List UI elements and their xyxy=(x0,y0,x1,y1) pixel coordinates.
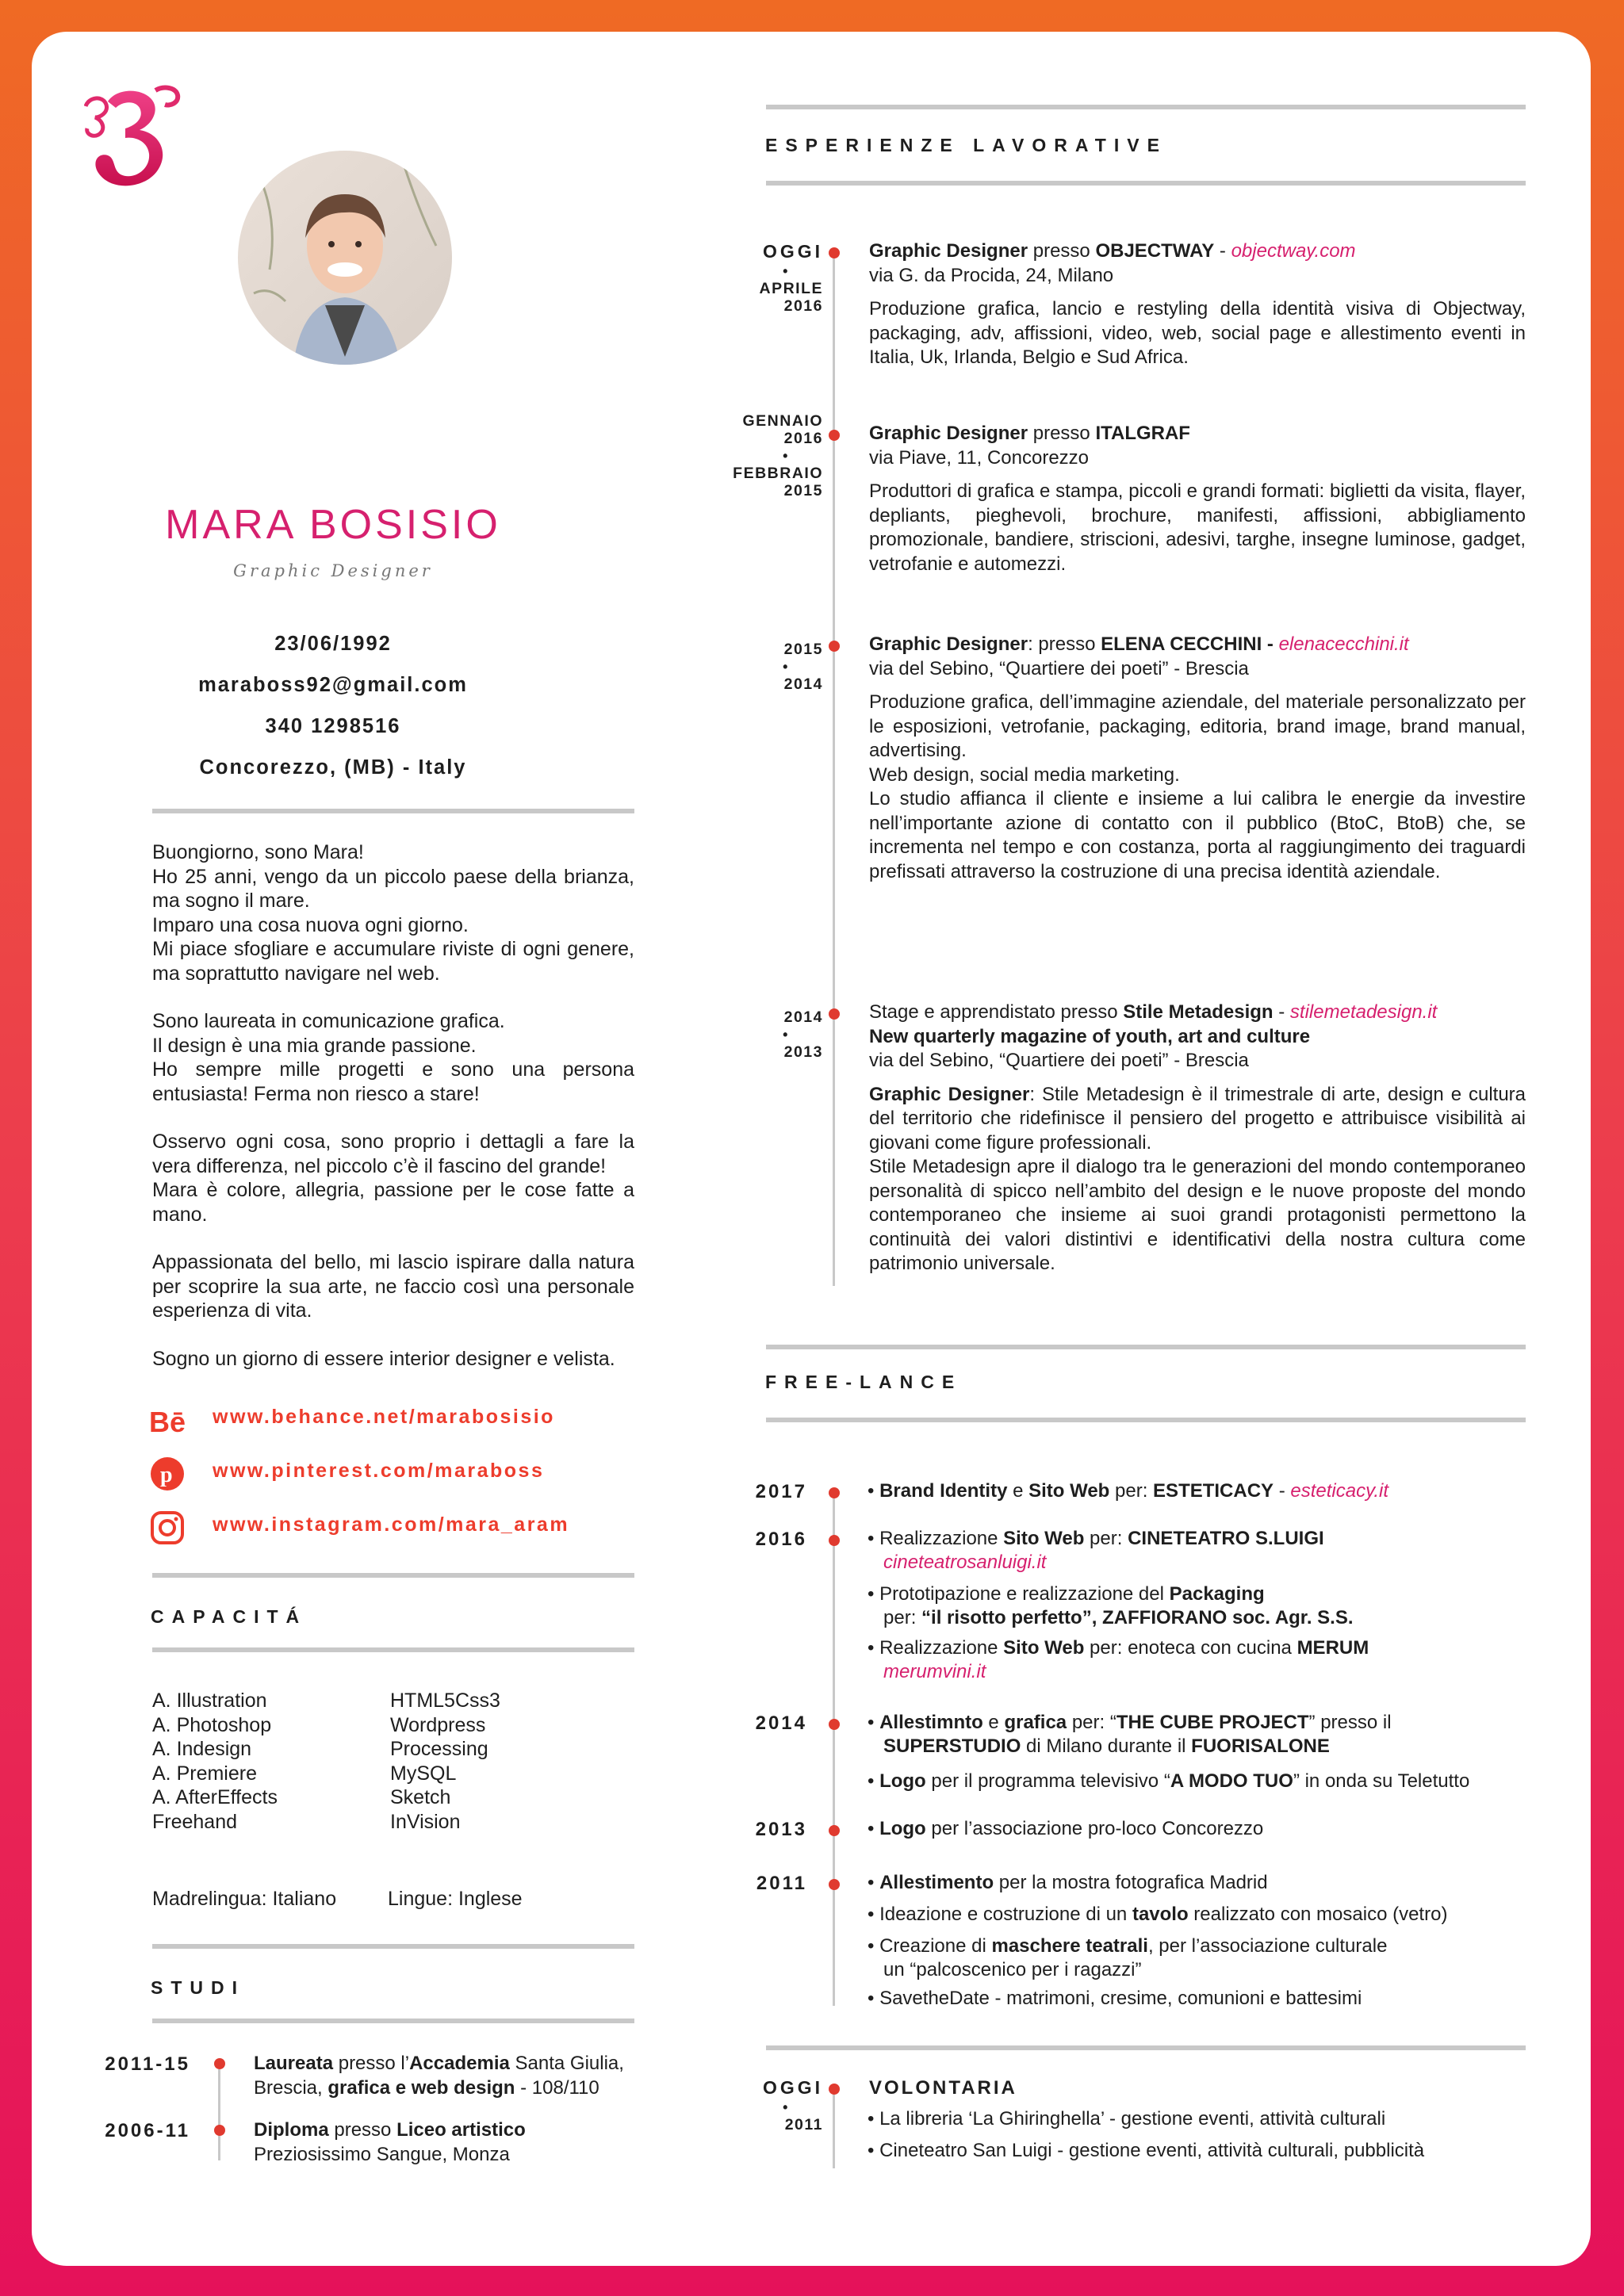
job-description: : Stile Metadesign è il trimestrale di arte, design e cultura del territorio che ridefinisce il pensiero del progetto e attribuisce visibilità ai giovani come figure professionali. xyxy=(869,1083,1526,1154)
divider xyxy=(766,1418,1526,1422)
divider xyxy=(152,1944,634,1949)
job-dates: OGGI • APRILE 2016 xyxy=(682,241,823,315)
divider xyxy=(766,181,1526,186)
job-text: - xyxy=(1214,240,1231,262)
freelance-item: • Ideazione e costruzione di un tavolo realizzato con mosaico (vetro) xyxy=(868,1904,1448,1925)
job-text: presso xyxy=(1028,240,1096,262)
phone[interactable]: 340 1298516 xyxy=(265,715,401,737)
job-address: via del Sebino, “Quartiere dei poeti” - Brescia xyxy=(869,1050,1249,1071)
freelance-year: 2017 xyxy=(755,1481,807,1502)
job-text: Stage e apprendistato presso xyxy=(869,1001,1124,1023)
skill-item: Freehand xyxy=(152,1810,238,1833)
freelance-year: 2011 xyxy=(756,1873,807,1894)
job-description: Lo studio affianca il cliente e insieme a lui calibra le energie da investire nell’importante azione di contatto con il pubblico (BtoC, BtoB) che, se incrementa nel tempo e con costanza, porta al raggiungimento dei traguardi prefissati attraverso la costruzione di una precisa identità aziendale. xyxy=(869,788,1526,882)
about-line: Appassionata del bello, mi lascio ispirare dalla natura per scoprire la sua arte, ne faccio così una personale esperienza di vita. xyxy=(152,1251,634,1322)
study-years: 2011-15 xyxy=(105,2053,190,2075)
timeline-dot xyxy=(829,1719,840,1730)
job-role: Graphic Designer xyxy=(869,1083,1030,1105)
timeline-dot xyxy=(214,2125,225,2136)
timeline-dot xyxy=(829,430,840,441)
date-end-month: GENNAIO xyxy=(742,412,823,430)
freelance-item: • Creazione di maschere teatrali, per l’associazione culturale un “palcoscenico per i ragazzi” xyxy=(868,1935,1388,1980)
skills-title: CAPACITÁ xyxy=(151,1606,308,1627)
freelance-title: FREE-LANCE xyxy=(765,1372,963,1392)
volunteer-item: • La libreria ‘La Ghiringhella’ - gestione eventi, attività culturali xyxy=(868,2108,1386,2130)
job-role: Graphic Designer xyxy=(869,240,1028,262)
job-entry xyxy=(869,422,1526,576)
instagram-icon xyxy=(149,1510,186,1546)
skill-item: A. AfterEffects xyxy=(152,1786,278,1808)
freelance-item: • Logo per l’associazione pro-loco Concorezzo xyxy=(868,1818,1264,1839)
date-end: 2015 xyxy=(783,641,823,658)
study-years: 2006-11 xyxy=(105,2120,190,2141)
date-start-year: 2015 xyxy=(783,482,823,499)
about-line: Imparo una cosa nuova ogni giorno. xyxy=(152,913,469,936)
skill-item: Sketch xyxy=(390,1786,451,1808)
job-role: Graphic Designer xyxy=(869,423,1028,444)
freelance-year: 2014 xyxy=(755,1712,807,1734)
timeline-line xyxy=(833,255,835,1286)
cv-page xyxy=(32,32,1591,2266)
volunteer-title: VOLONTARIA xyxy=(869,2077,1017,2099)
about-line: Il design è una mia grande passione. xyxy=(152,1034,477,1057)
job-description: Produzione grafica, dell’immagine aziendale, del materiale personalizzato per le esposizioni, vetrofanie, packaging, editoria, brand image, brand manual, advertising. xyxy=(869,691,1526,761)
svg-text:Bē: Bē xyxy=(149,1406,186,1438)
about-line: Buongiorno, sono Mara! xyxy=(152,841,364,863)
skill-item: A. Illustration xyxy=(152,1689,267,1712)
about-line: Sono laureata in comunicazione grafica. xyxy=(152,1010,505,1032)
job-entry xyxy=(869,239,1526,370)
job-entry xyxy=(869,633,1526,884)
job-text: - xyxy=(1273,1001,1290,1023)
date-start-year: 2016 xyxy=(783,297,823,315)
divider xyxy=(152,1573,634,1578)
divider xyxy=(152,809,634,813)
freelance-item: • Realizzazione Sito Web per: enoteca con cucina MERUM merumvini.it xyxy=(868,1637,1369,1682)
freelance-year: 2013 xyxy=(755,1819,807,1840)
timeline-dot xyxy=(829,1879,840,1890)
date-start: 2013 xyxy=(783,1043,823,1061)
about-line: Mi piace sfogliare e accumulare riviste di ogni genere, ma soprattutto navigare nel web. xyxy=(152,938,634,985)
freelance-item: • Prototipazione e realizzazione del Packaging per: “il risotto perfetto”, ZAFFIORANO soc. Agr. S.S. xyxy=(868,1583,1354,1628)
volunteer-dates: OGGI • 2011 xyxy=(682,2077,823,2133)
job-dates: GENNAIO 2016 • FEBBRAIO 2015 xyxy=(682,412,823,499)
timeline-dot xyxy=(829,1825,840,1836)
svg-text:p: p xyxy=(160,1463,173,1487)
study-text: presso l’ xyxy=(333,2053,410,2074)
job-address: via Piave, 11, Concorezzo xyxy=(869,446,1090,469)
about-line: Sogno un giorno di essere interior designer e velista. xyxy=(152,1347,615,1370)
job-text: presso xyxy=(1028,423,1096,444)
profile-photo xyxy=(238,151,452,365)
about-line: Mara è colore, allegria, passione per le cose fatte a mano. xyxy=(152,1179,634,1226)
studies-title: STUDI xyxy=(151,1977,245,1998)
timeline-dot xyxy=(829,247,840,258)
date-start: 2011 xyxy=(784,2116,823,2133)
divider xyxy=(152,1647,634,1652)
date-start-month: FEBBRAIO xyxy=(733,465,823,482)
timeline-line xyxy=(833,2093,835,2168)
job-dates: 2014 • 2013 xyxy=(682,1008,823,1061)
divider xyxy=(766,1345,1526,1349)
about-line: Ho 25 anni, vengo da un piccolo paese della brianza, ma sogno il mare. xyxy=(152,865,634,912)
divider xyxy=(766,105,1526,109)
skills-col-1 xyxy=(152,1689,278,1834)
job-description: Web design, social media marketing. xyxy=(869,763,1180,786)
job-company: OBJECTWAY xyxy=(1095,240,1215,262)
skill-item: Processing xyxy=(390,1738,488,1760)
freelance-item: • Realizzazione Sito Web per: CINETEATRO S.LUIGI cineteatrosanluigi.it xyxy=(868,1528,1324,1573)
skill-item: InVision xyxy=(390,1810,461,1833)
freelance-link[interactable]: esteticacy.it xyxy=(1290,1480,1388,1502)
job-description: Produttori di grafica e stampa, piccoli e grandi formati: biglietti da visita, flayer, depliants, pieghevoli, brochure, manifesti, affissioni, abbigliamento promozionale, bandiere, striscioni, adesivi, targhe, insegne luminose, gadget, vetrofanie e automezzi. xyxy=(869,480,1526,575)
timeline-line xyxy=(833,1490,835,2006)
job-description: Produzione grafica, lancio e restyling della identità visiva di Objectway, packaging, adv, affissioni, video, web, social page e allestimento eventi in Italia, Uk, Irlanda, Belgio e Sud Africa. xyxy=(869,298,1526,368)
study-text: Santa Giulia, xyxy=(509,2053,624,2074)
timeline-dot xyxy=(214,2058,225,2069)
date-end: 2014 xyxy=(783,1008,823,1026)
freelance-link[interactable]: cineteatrosanluigi.it xyxy=(883,1552,1047,1573)
date-end-year: 2016 xyxy=(783,430,823,447)
study-grade: - 108/110 xyxy=(515,2076,599,2099)
languages: Lingue: Inglese xyxy=(388,1888,523,1910)
study-text: presso xyxy=(328,2119,397,2141)
study-text: Brescia, xyxy=(254,2076,328,2099)
email[interactable]: maraboss92@gmail.com xyxy=(198,674,468,696)
pinterest-link[interactable]: www.pinterest.com/maraboss xyxy=(213,1460,545,1482)
volunteer-item: • Cineteatro San Luigi - gestione eventi, attività culturali, pubblicità xyxy=(868,2140,1425,2161)
divider xyxy=(152,2019,634,2023)
date-start-month: APRILE xyxy=(759,280,823,297)
instagram-link[interactable]: www.instagram.com/mara_aram xyxy=(213,1513,570,1536)
job-text: - xyxy=(1262,633,1279,655)
behance-icon xyxy=(149,1403,186,1440)
name-title: MARA BOSISIO xyxy=(165,502,501,548)
pinterest-icon xyxy=(149,1456,186,1492)
subtitle-script: Graphic Designer xyxy=(233,561,433,580)
school: Liceo artistico xyxy=(396,2119,526,2141)
study-field: grafica e web design xyxy=(327,2076,515,2099)
freelance-item: • SavetheDate - matrimoni, cresime, comunioni e battesimi xyxy=(868,1988,1362,2009)
timeline-dot xyxy=(829,641,840,652)
study-text: Preziosissimo Sangue, Monza xyxy=(254,2143,510,2165)
skill-item: A. Premiere xyxy=(152,1762,257,1785)
date-end: OGGI xyxy=(762,241,823,262)
job-entry xyxy=(869,1001,1526,1276)
freelance-item: • Brand Identity e Sito Web per: ESTETICACY - esteticacy.it xyxy=(868,1480,1388,1502)
skill-item: A. Indesign xyxy=(152,1738,252,1760)
job-text: : presso xyxy=(1028,633,1101,655)
job-company: ITALGRAF xyxy=(1095,423,1190,444)
job-address: via G. da Procida, 24, Milano xyxy=(869,264,1114,286)
about-text xyxy=(152,840,634,1371)
behance-link[interactable]: www.behance.net/marabosisio xyxy=(213,1406,555,1428)
timeline-dot xyxy=(829,1487,840,1498)
job-company: Stile Metadesign xyxy=(1123,1001,1274,1023)
skill-item: MySQL xyxy=(390,1762,457,1785)
freelance-year: 2016 xyxy=(755,1529,807,1550)
freelance-link[interactable]: merumvini.it xyxy=(883,1661,986,1682)
date-end: OGGI xyxy=(762,2077,823,2098)
logo-icon xyxy=(84,84,187,195)
mother-tongue: Madrelingua: Italiano xyxy=(152,1888,337,1910)
location: Concorezzo, (MB) - Italy xyxy=(199,756,467,779)
divider xyxy=(766,2045,1526,2050)
school: Accademia xyxy=(409,2053,510,2074)
experience-title: ESPERIENZE LAVORATIVE xyxy=(765,135,1167,155)
job-subtitle: New quarterly magazine of youth, art and culture xyxy=(869,1025,1311,1047)
job-link[interactable]: elenacecchini.it xyxy=(1278,633,1409,655)
timeline-line xyxy=(218,2069,220,2160)
skill-item: Wordpress xyxy=(390,1713,486,1736)
freelance-item: • Allestimnto e grafica per: “THE CUBE PROJECT” presso il SUPERSTUDIO di Milano durante il FUORISALONE xyxy=(868,1712,1392,1757)
job-role: Graphic Designer xyxy=(869,633,1028,655)
job-description: Stile Metadesign apre il dialogo tra le generazioni del mondo contemporaneo personalità di spicco nell’ambito del design e le nuove proposte del mondo contemporaneo che insieme ai suoi grandi protagonisti permettono la continuità dei valori distintivi e identificativi della nostra cultura come patrimonio universale. xyxy=(869,1156,1526,1274)
about-line: Osservo ogni cosa, sono proprio i dettagli a fare la vera differenza, nel piccolo c’è il fascino del grande! xyxy=(152,1131,634,1177)
job-link[interactable]: objectway.com xyxy=(1231,240,1356,262)
skill-item: HTML5Css3 xyxy=(390,1689,500,1712)
freelance-item: • Allestimento per la mostra fotografica Madrid xyxy=(868,1872,1268,1893)
birthdate: 23/06/1992 xyxy=(274,633,392,655)
job-company: ELENA CECCHINI xyxy=(1101,633,1262,655)
timeline-dot xyxy=(829,2084,840,2095)
skill-item: A. Photoshop xyxy=(152,1713,272,1736)
date-start: 2014 xyxy=(783,675,823,693)
study-entry xyxy=(254,2118,634,2167)
timeline-dot xyxy=(829,1535,840,1546)
degree: Laureata xyxy=(254,2053,334,2074)
skills-col-2 xyxy=(390,1689,500,1834)
freelance-item: • Logo per il programma televisivo “A MODO TUO” in onda su Teletutto xyxy=(868,1770,1470,1792)
job-dates: 2015 • 2014 xyxy=(682,641,823,693)
degree: Diploma xyxy=(254,2119,329,2141)
timeline-dot xyxy=(829,1008,840,1020)
job-link[interactable]: stilemetadesign.it xyxy=(1289,1001,1438,1023)
job-address: via del Sebino, “Quartiere dei poeti” - Brescia xyxy=(869,657,1249,679)
about-line: Ho sempre mille progetti e sono una persona entusiasta! Ferma non riesco a stare! xyxy=(152,1058,634,1105)
study-entry xyxy=(254,2052,634,2100)
